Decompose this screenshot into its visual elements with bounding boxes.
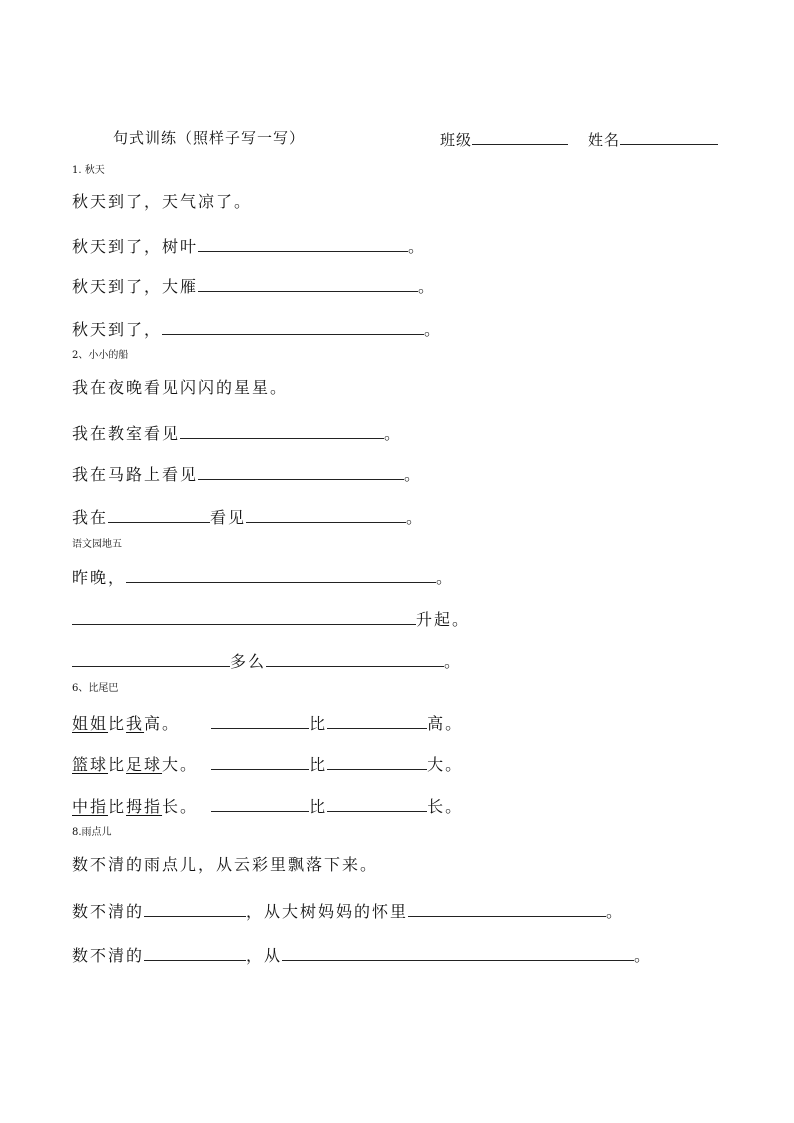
answer-blank[interactable] [144,900,246,917]
line-middle: ，从 [246,946,283,965]
compare-end: 大。 [162,755,199,774]
exercise-line [72,944,652,966]
line-suffix: 。 [444,652,463,671]
compare-end: 大。 [427,755,464,774]
answer-blank[interactable] [162,318,424,335]
exercise-line [72,650,462,672]
compare-end: 长。 [162,797,199,816]
answer-blank[interactable] [198,235,408,252]
line-prefix: 数不清的 [72,946,145,965]
compare-line [72,753,463,775]
answer-blank[interactable] [282,944,634,961]
exercise-line [72,608,470,630]
line-prefix: 秋天到了，树叶 [72,237,199,256]
line-middle: ，从大树妈妈的怀里 [246,902,409,921]
compare-subject: 篮球 [72,755,109,774]
answer-blank[interactable] [211,795,309,812]
section-title: 1. 秋天 [72,165,105,176]
compare-word: 比 [108,755,127,774]
exercise-line [72,422,402,444]
example-sentence: 我在夜晚看见闪闪的星星。 [72,378,289,397]
exercise-line [72,235,426,257]
line-suffix: 。 [406,508,425,527]
line-suffix: 。 [384,424,403,443]
class-input[interactable] [472,128,568,145]
compare-word: 比 [108,797,127,816]
answer-blank[interactable] [246,506,406,523]
compare-subject: 姐姐 [72,714,109,733]
answer-blank[interactable] [198,275,418,292]
class-label: 班级 [440,131,473,149]
exercise-line [72,506,424,528]
exercise-line [72,275,436,297]
compare-end: 长。 [427,797,464,816]
answer-blank[interactable] [144,944,246,961]
worksheet-title: 句式训练（照样子写一写） [113,129,306,147]
section-title: 6、比尾巴 [72,683,119,694]
line-prefix: 我在 [72,508,109,527]
line-middle: 看见 [210,508,247,527]
line-prefix: 秋天到了，大雁 [72,277,199,296]
answer-blank[interactable] [327,753,427,770]
answer-blank[interactable] [211,753,309,770]
exercise-line [72,566,454,588]
answer-blank[interactable] [180,422,384,439]
section-title: 2、小小的船 [72,350,129,361]
compare-subject: 中指 [72,797,109,816]
line-suffix: 。 [404,465,423,484]
compare-word: 比 [309,714,328,733]
line-suffix: 。 [418,277,437,296]
answer-blank[interactable] [108,506,210,523]
line-suffix: 。 [424,320,443,339]
answer-blank[interactable] [327,712,427,729]
answer-blank[interactable] [72,650,230,667]
compare-end: 高。 [144,714,181,733]
line-prefix: 秋天到了， [72,320,163,339]
compare-line [72,712,463,734]
line-suffix: 。 [436,568,455,587]
answer-blank[interactable] [266,650,444,667]
compare-object: 拇指 [126,797,163,816]
example-sentence: 秋天到了，天气凉了。 [72,192,253,211]
name-input[interactable] [620,128,718,145]
exercise-line [72,900,624,922]
answer-blank[interactable] [408,900,606,917]
compare-word: 比 [309,797,328,816]
line-middle: 多么 [230,652,267,671]
example-sentence: 数不清的雨点儿，从云彩里飘落下来。 [72,855,379,874]
line-prefix: 昨晚， [72,568,127,587]
compare-line [72,795,463,817]
answer-blank[interactable] [72,608,416,625]
compare-object: 足球 [126,755,163,774]
name-field [588,128,718,150]
class-field [440,128,568,150]
line-suffix: 升起。 [416,610,471,629]
answer-blank[interactable] [126,566,436,583]
name-label: 姓名 [588,131,621,149]
line-suffix: 。 [408,237,427,256]
exercise-line [72,463,422,485]
answer-blank[interactable] [327,795,427,812]
compare-end: 高。 [427,714,464,733]
compare-word: 比 [108,714,127,733]
exercise-line [72,318,442,340]
line-suffix: 。 [606,902,625,921]
section-title: 语文园地五 [72,539,122,550]
line-prefix: 数不清的 [72,902,145,921]
line-prefix: 我在马路上看见 [72,465,199,484]
compare-object: 我 [126,714,145,733]
answer-blank[interactable] [198,463,404,480]
line-suffix: 。 [634,946,653,965]
answer-blank[interactable] [211,712,309,729]
section-title: 8.雨点儿 [72,827,112,838]
line-prefix: 我在教室看见 [72,424,181,443]
compare-word: 比 [309,755,328,774]
